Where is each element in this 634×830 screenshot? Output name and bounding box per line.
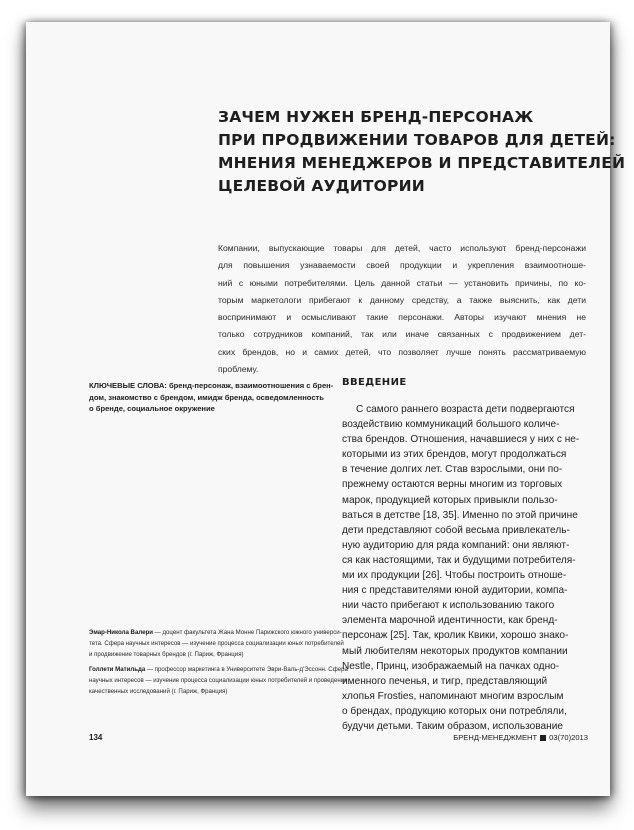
author-bio-line: качественных исследований (г. Париж, Франция) <box>89 688 228 695</box>
body-line: персонаж [25]. Так, кролик Квики, хорошо знако- <box>342 630 569 642</box>
body-line: прежнему остаются верны многим из торговых <box>342 479 563 491</box>
author-bio-line: тета. Сфера научных интересов — изучение процесса социализации юных потребителей <box>89 640 344 647</box>
body-line: элемента марочной идентичности, как бренд- <box>342 615 558 627</box>
body-line: которыми из этих брендов, могут продолжаться <box>342 449 567 461</box>
title-line: МНЕНИЯ МЕНЕДЖЕРОВ И ПРЕДСТАВИТЕЛЕЙ <box>218 154 626 172</box>
title-line: ПРИ ПРОДВИЖЕНИИ ТОВАРОВ ДЛЯ ДЕТЕЙ: <box>218 131 616 149</box>
title-line: ЦЕЛЕВОЙ АУДИТОРИИ <box>218 177 425 195</box>
abstract-line: для повышения узнаваемости своей продукции и укрепления взаимоотноше- <box>218 260 586 271</box>
article-abstract <box>218 240 586 378</box>
abstract-line: воспринимают и осмысливают такие персонажи. Авторы изучают мнения не <box>218 312 586 323</box>
body-line: дети представляют собой весьма привлекатель- <box>342 524 570 536</box>
body-line: ства брендов. Отношения, начавшиеся у них с не- <box>342 434 580 446</box>
author-bio-line <box>89 664 348 675</box>
body-line: С самого раннего возраста дети подвергаются <box>356 404 575 415</box>
author-bio-line <box>89 627 345 638</box>
body-line: ния с представителями юной аудитории, компа- <box>342 585 568 597</box>
body-line: ми их продукции [26]. Чтобы построить отноше- <box>342 570 567 582</box>
abstract-line: торым маркетологи прибегают к данному средству, а также выяснить, как дети <box>218 294 586 305</box>
author-bio-line: научных интересов — изучение процесса социализации юных потребителей и проведение <box>89 677 348 684</box>
author-bio-text: — профессор маркетинга в Университете Эври-Валь-д'Эссонн. Сфера <box>145 666 348 673</box>
body-line: Nestle, Принц, изображаемый на пачках одно- <box>342 660 560 672</box>
body-line: мый любителям некоторых продуктов компании <box>342 645 568 657</box>
keywords-block <box>89 380 351 415</box>
author-name: Голлети Матильда <box>89 666 146 673</box>
body-line: именного печенья, и тигр, представляющий <box>342 675 548 687</box>
author-bio-line: и продвижение товарных брендов (г. Париж, Франция) <box>89 651 244 658</box>
introduction-body <box>342 402 588 734</box>
body-line: будучи детьми. Таким образом, использование <box>342 720 563 732</box>
journal-footer <box>453 733 588 742</box>
body-line: хлопья Frosties, напоминают многим взрослым <box>342 690 564 702</box>
keywords-line: о бренде, социальное окружение <box>89 404 215 413</box>
body-line: марок, продукцией которых привыкли пользо- <box>342 494 558 506</box>
keywords-line: КЛЮЧЕВЫЕ СЛОВА: бренд-персонаж, взаимоотношения с брен- <box>89 381 334 390</box>
abstract-line: ний с юными потребителями. Цель данной статьи — установить причины, по ко- <box>218 277 586 288</box>
keywords-line: дом, знакомство с брендом, имидж бренда, осведомленность <box>89 392 324 402</box>
body-line: нии часто прибегают к использованию такого <box>342 600 555 612</box>
body-line: в течение долгих лет. Став взрослыми, они по- <box>342 464 563 476</box>
square-bullet-icon <box>540 735 546 741</box>
abstract-line: проблему. <box>218 364 259 375</box>
body-line: ваться в детстве [18, 35]. Именно по этой причине <box>342 509 578 521</box>
body-line: ную аудиторию для ряда компаний: они являют- <box>342 539 570 551</box>
journal-page <box>26 22 626 796</box>
abstract-line: ских брендов, но и самих детей, что позволяет лучше понять рассматриваемую <box>218 346 586 357</box>
page-number: 134 <box>89 733 103 742</box>
body-line: ся как настоящими, так и будущими потребителя- <box>342 554 576 566</box>
journal-name: БРЕНД-МЕНЕДЖМЕНТ <box>453 733 538 742</box>
body-line: воздействию коммуникаций большого количе- <box>342 419 560 431</box>
author-bio-text: — доцент факультета Жана Монне Парижского южного универси- <box>152 629 342 636</box>
abstract-line: Компании, выпускающие товары для детей, часто используют бренд-персонажи <box>218 243 586 253</box>
abstract-line: только сотрудников компаний, так или иначе связанных с продвижением дет- <box>218 329 586 340</box>
author-bio-1 <box>89 627 345 660</box>
author-bio-2 <box>89 664 348 697</box>
title-line: ЗАЧЕМ НУЖЕН БРЕНД-ПЕРСОНАЖ <box>218 108 534 126</box>
article-title <box>218 106 626 198</box>
journal-issue: 03(70)2013 <box>549 733 588 742</box>
section-heading-introduction: ВВЕДЕНИЕ <box>342 377 407 388</box>
author-name: Эмар-Никола Валери <box>89 629 153 636</box>
body-line: о брендах, продукцию которых они потребляли, <box>342 705 567 717</box>
